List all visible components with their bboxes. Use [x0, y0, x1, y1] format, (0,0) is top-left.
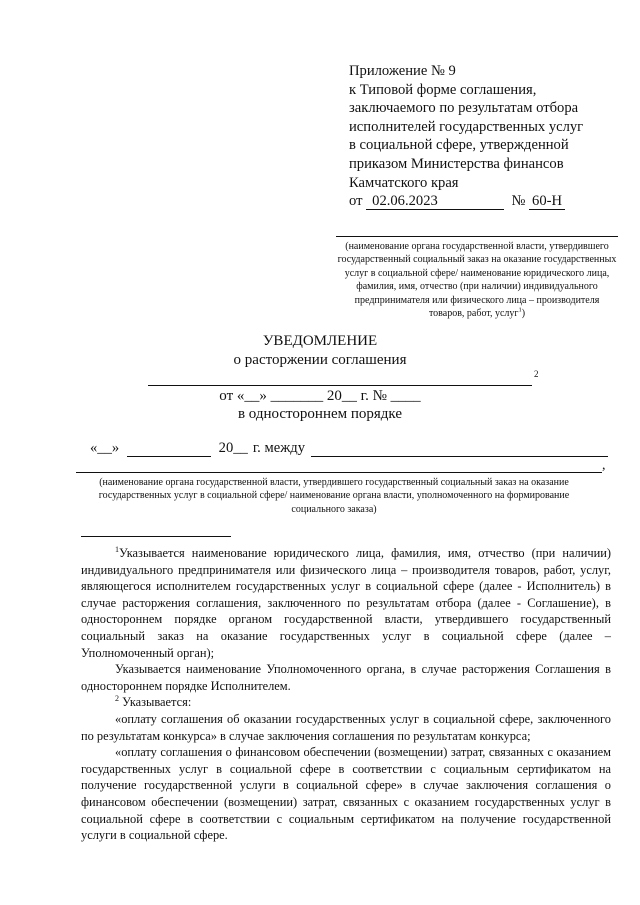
order-date-row: [349, 192, 629, 211]
appendix-line: Приложение № 9: [349, 63, 456, 79]
footnote-1-text: Указывается наименование юридического лица, фамилия, имя, отчество (при наличии) индивидуального предпринимателя или физического лица – производителя товаров, работ, услуг, являющегося исполнителем государственных услуг в социальной сфере (далее - Исполнитель) в случае расторжения соглашения, заключенного по результатам отбора (далее - Соглашение), в одностороннем порядке органом государственной власти, утвердившего государственный социальный заказ на оказание государственных услуг в социальной сфере (далее – Уполномоченный орган);: [81, 546, 611, 660]
party-name-blank: [311, 442, 608, 457]
recipient-line: [336, 236, 618, 237]
footnote-mark: 1: [115, 544, 120, 554]
month-blank: [127, 442, 210, 457]
notice-subtitle: о расторжении соглашения: [233, 352, 407, 368]
footnote-ref: 1: [518, 306, 522, 314]
notice-name-line: [148, 385, 532, 386]
footnote-1: [81, 545, 611, 661]
footnote-2-text: Указывается:: [122, 695, 192, 710]
footnote-1b: Указывается наименование Уполномоченного органа, в случае расторжения Соглашения в одностороннем порядке Исполнителем.: [81, 662, 611, 693]
footnote-2a: «оплату соглашения об оказании государственных услуг в социальной сфере, заключенного по результатам конкурса» в случае заключения соглашения по результатам конкурса;: [81, 711, 611, 743]
recipient-caption: [336, 240, 618, 320]
recipient-caption-text: (наименование органа государственной власти, утвердившего государственный социальный заказ на оказание государственных услуг в социальной сфере/ наименование юридического лица, фамилия, имя, отчество (при наличии) индивидуального предпринимателя или физического лица – производителя товаров, работ, услуг: [337, 241, 617, 320]
party-second-line: [76, 472, 602, 473]
from-label: от: [349, 193, 363, 210]
notice-date-line: от «__» _______ 20__ г. № ____: [219, 388, 421, 404]
appendix-line: к Типовой форме соглашения,: [349, 81, 537, 98]
party-row: [90, 440, 610, 457]
appendix-line: заключаемого по результатам отбора: [349, 100, 579, 117]
appendix-line: исполнителей государственных услуг: [349, 118, 584, 135]
notice-title: УВЕДОМЛЕНИЕ: [262, 333, 378, 349]
appendix-line: приказом Министерства финансов: [349, 155, 564, 172]
footnote-2: [81, 694, 611, 711]
party-caption: (наименование органа государственной власти, утвердившего государственный социальный заказ на оказание государственных услуг в социальной сфере/ наименование органа власти, уполномоченного на формирование социального заказа): [98, 477, 570, 515]
footnote-2b: «оплату соглашения о финансовом обеспечении (возмещении) затрат, связанных с оказанием государственных услуг в социальной сфере в соответствии с социальным сертификатом на получение государственной услуги в социальной сфере» в случае заключения соглашения о финансовом обеспечении (возмещении) затрат, связанных с оказанием государственных услуг в социальной сфере в соответствии с социальным сертификатом на получение государственной услуги в социальной сфере.: [81, 745, 611, 843]
year-placeholder: 20__: [218, 440, 248, 456]
footnote-ref: 2: [534, 369, 539, 379]
between-label: г. между: [252, 440, 305, 456]
notice-mode: в одностороннем порядке: [237, 406, 403, 422]
recipient-caption-end: ): [521, 308, 526, 320]
footnote-separator: [81, 536, 231, 537]
appendix-block: [349, 62, 629, 211]
appendix-line: Камчатского края: [349, 174, 459, 191]
order-date: 02.06.2023: [366, 193, 504, 210]
order-number: 60-Н: [529, 193, 565, 210]
appendix-line: в социальной сфере, утвержденной: [349, 137, 569, 154]
number-label: №: [511, 193, 526, 210]
party-comma: ,: [602, 458, 606, 473]
footnote-mark: 2: [115, 694, 120, 704]
footnotes: [81, 545, 611, 844]
day-placeholder: «__»: [90, 440, 120, 456]
